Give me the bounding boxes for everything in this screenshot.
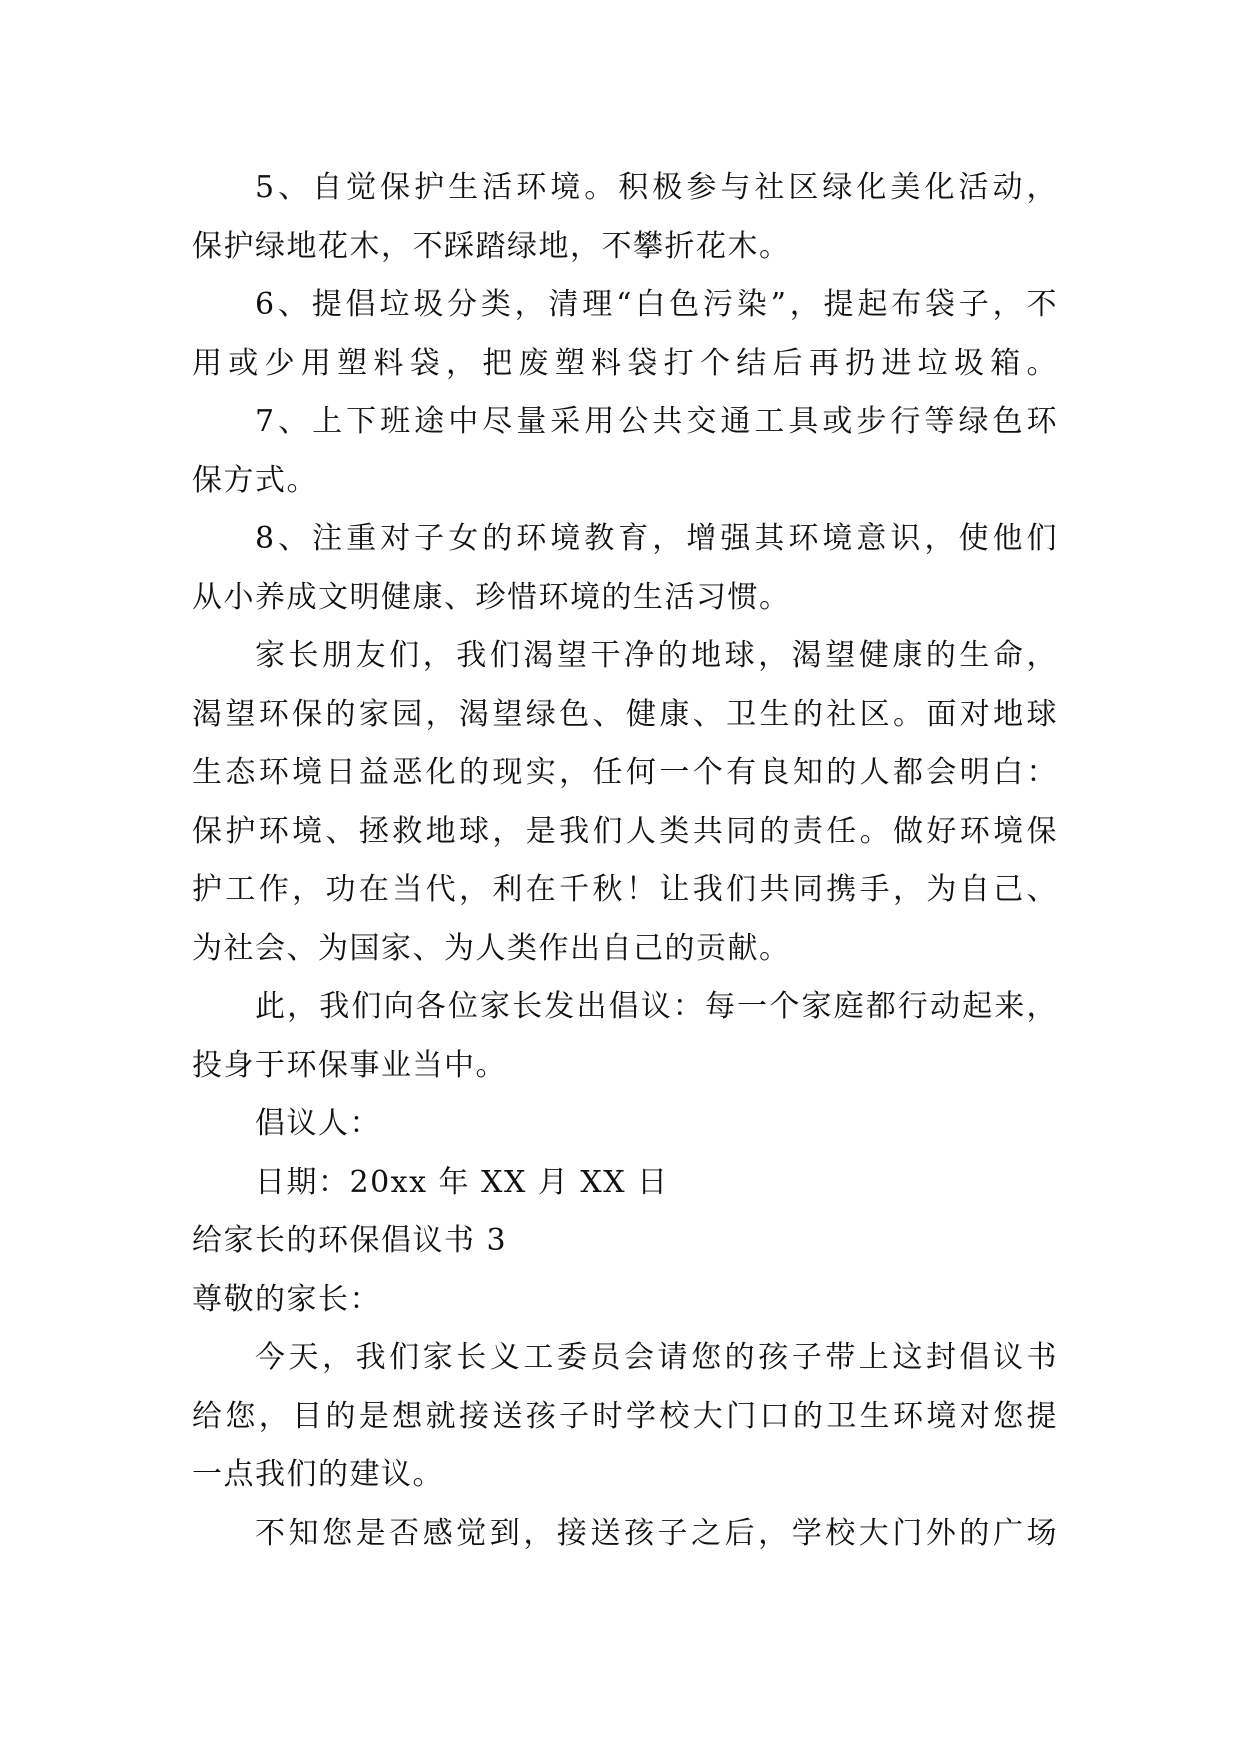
paragraph-line: 用或少用塑料袋，把废塑料袋打个结后再扔进垃圾箱。 [192, 345, 1058, 381]
paragraph-line: 护工作，功在当代，利在千秋！让我们共同携手，为自己、 [192, 872, 1058, 907]
document-body [192, 159, 1058, 1563]
section-heading: 给家长的环保倡议书 3 [192, 1223, 508, 1258]
paragraph-appeal [192, 627, 1058, 978]
paragraph-line: 7、上下班途中尽量采用公共交通工具或步行等绿色环 [255, 404, 1058, 439]
paragraph-line: 保护绿地花木，不踩踏绿地，不攀折花木。 [192, 228, 791, 264]
paragraph-intro [192, 1329, 1058, 1505]
paragraph-item-7 [192, 393, 1058, 510]
paragraph-line: 8、注重对子女的环境教育，增强其环境意识，使他们 [255, 521, 1058, 556]
signature-date: 日期：20xx 年 XX 月 XX 日 [255, 1164, 669, 1200]
paragraph-line: 今天，我们家长义工委员会请您的孩子带上这封倡议书 [255, 1340, 1058, 1375]
paragraph-item-8 [192, 510, 1058, 627]
paragraph-line: 不知您是否感觉到，接送孩子之后，学校大门外的广场 [255, 1515, 1058, 1551]
paragraph-line: 保方式。 [192, 462, 318, 498]
paragraph-line: 从小养成文明健康、珍惜环境的生活习惯。 [192, 579, 791, 615]
paragraph-line: 给您，目的是想就接送孩子时学校大门口的卫生环境对您提 [192, 1398, 1058, 1434]
paragraph-line: 5、自觉保护生活环境。积极参与社区绿化美化活动， [255, 170, 1058, 205]
paragraph-proposal [192, 978, 1058, 1095]
paragraph-line: 一点我们的建议。 [192, 1457, 444, 1492]
paragraph-continued [192, 1505, 1058, 1564]
paragraph-item-6 [192, 276, 1058, 393]
paragraph-line: 此，我们向各位家长发出倡议：每一个家庭都行动起来， [255, 989, 1058, 1024]
paragraph-line: 家长朋友们，我们渴望干净的地球，渴望健康的生命， [255, 638, 1058, 673]
paragraph-item-5 [192, 159, 1058, 276]
paragraph-line: 生态环境日益恶化的现实，任何一个有良知的人都会明白： [192, 755, 1058, 790]
paragraph-line: 为社会、为国家、为人类作出自己的贡献。 [192, 930, 791, 966]
paragraph-line: 6、提倡垃圾分类，清理“白色污染”，提起布袋子，不 [255, 287, 1058, 322]
paragraph-line: 渴望环保的家园，渴望绿色、健康、卫生的社区。面对地球 [192, 696, 1058, 732]
signature-proposer: 倡议人： [255, 1106, 381, 1141]
paragraph-line: 保护环境、拯救地球，是我们人类共同的责任。做好环境保 [192, 813, 1058, 849]
paragraph-line: 投身于环保事业当中。 [192, 1047, 507, 1083]
salutation: 尊敬的家长： [192, 1281, 381, 1317]
